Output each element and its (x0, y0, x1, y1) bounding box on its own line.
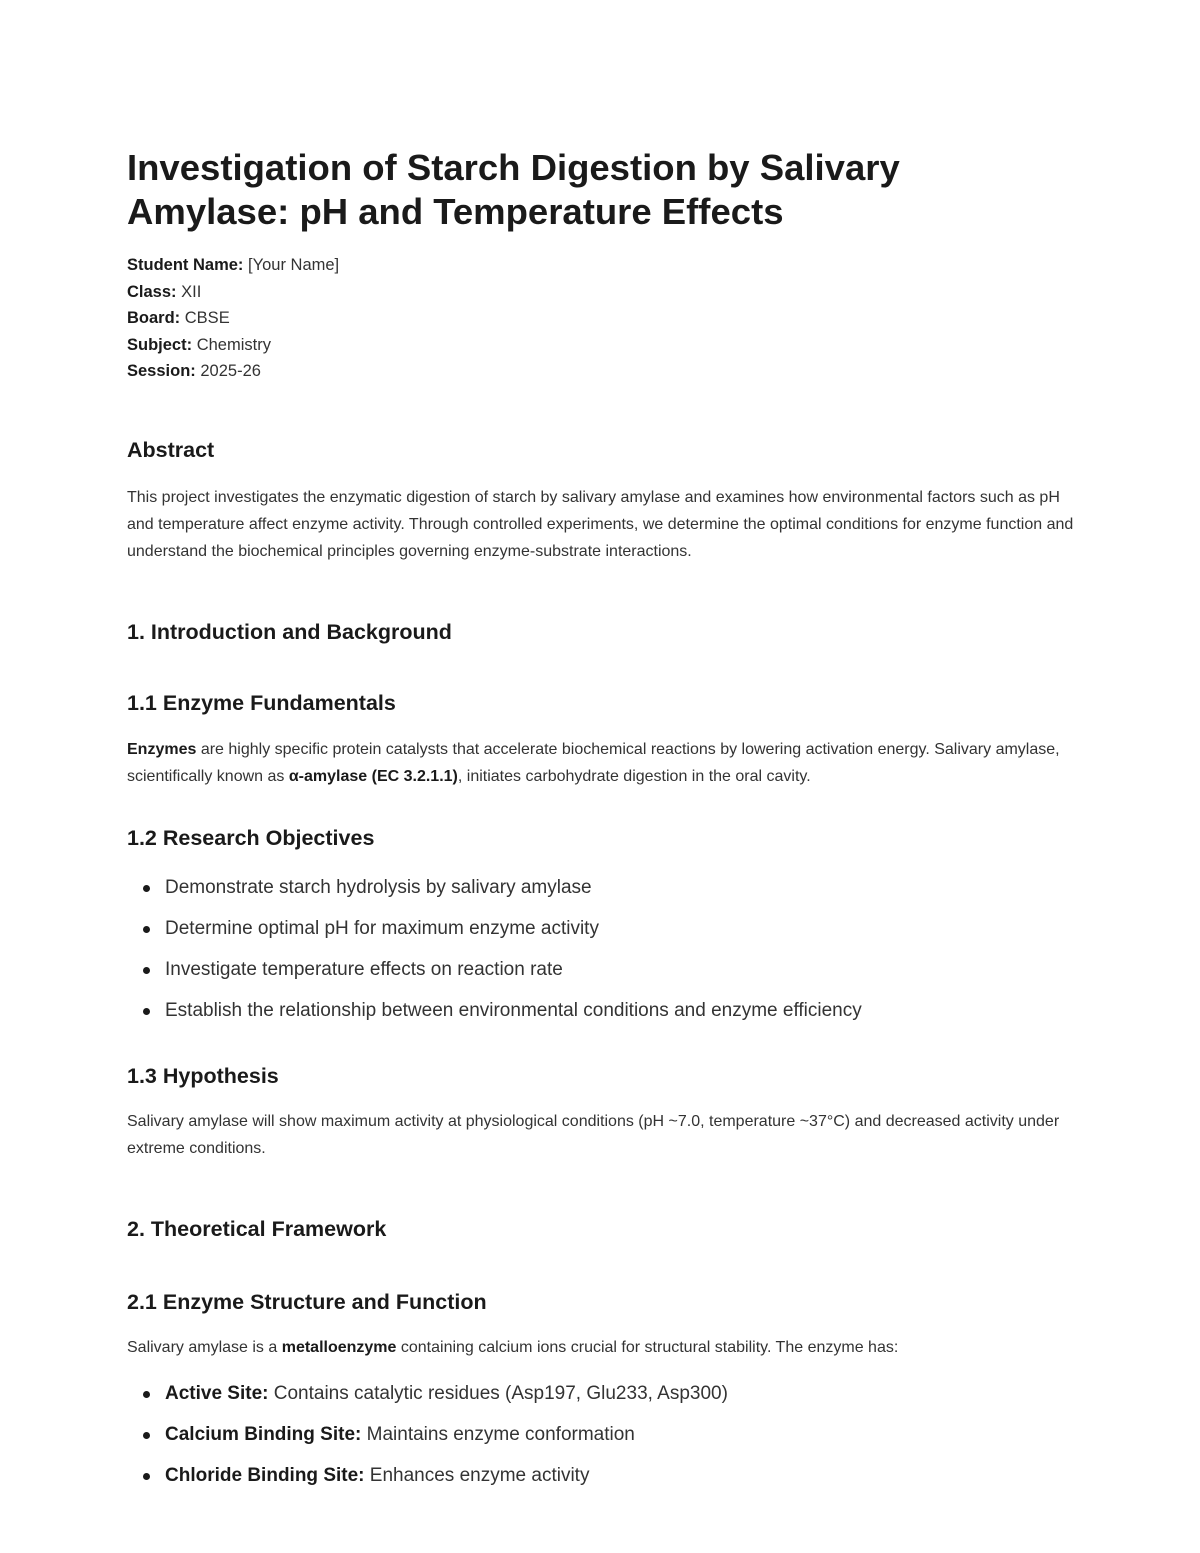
enzyme-sites-list (127, 1381, 1077, 1504)
hypothesis-text: Salivary amylase will show maximum activity at physiological conditions (pH ~7.0, temperature ~37°C) and decreased activity under extreme conditions. (127, 1113, 1060, 1157)
section-1-3-heading: 1.3 Hypothesis (127, 1064, 279, 1088)
student-info (127, 252, 339, 385)
section-2-1-list (127, 1381, 1077, 1504)
list-item: Demonstrate starch hydrolysis by salivary amylase (127, 875, 1077, 916)
section-1-1-header (127, 691, 1077, 716)
section-1-header (127, 620, 1077, 645)
section-1-1-body (127, 736, 1077, 790)
enzyme-fundamentals-text: Enzymes are highly specific protein catalysts that accelerate biochemical reactions by lowering activation energy. Salivary amylase, scientifically known as α-amylase (EC 3.2.1.1), initiates carbohydrate digestion in the oral cavity. (127, 741, 1060, 785)
section-2-1-body (127, 1334, 1077, 1361)
meta-student-name: Student Name: [Your Name] (127, 256, 340, 274)
section-1-heading: 1. Introduction and Background (127, 620, 452, 644)
document-title: Investigation of Starch Digestion by Salivary Amylase: pH and Temperature Effects (127, 147, 900, 232)
section-1-2-heading: 1.2 Research Objectives (127, 826, 375, 850)
list-item: Calcium Binding Site: Maintains enzyme conformation (127, 1422, 1077, 1463)
list-item: Chloride Binding Site: Enhances enzyme activity (127, 1463, 1077, 1504)
list-item: Determine optimal pH for maximum enzyme activity (127, 916, 1077, 957)
section-1-3-body (127, 1108, 1077, 1162)
meta-class: Class: XII (127, 282, 202, 301)
section-1-2-header (127, 826, 1077, 851)
section-2-1-heading: 2.1 Enzyme Structure and Function (127, 1290, 487, 1314)
list-item: Investigate temperature effects on reaction rate (127, 957, 1077, 998)
meta-board: Board: CBSE (127, 309, 230, 327)
enzyme-structure-text: Salivary amylase is a metalloenzyme containing calcium ions crucial for structural stability. The enzyme has: (127, 1339, 899, 1356)
section-2-header (127, 1217, 1077, 1242)
meta-session: Session: 2025-26 (127, 362, 261, 380)
abstract-body (127, 484, 1077, 565)
section-1-1-heading: 1.1 Enzyme Fundamentals (127, 691, 396, 715)
abstract-section (127, 438, 1077, 463)
section-1-2-body (127, 875, 1077, 1039)
meta-subject: Subject: Chemistry (127, 335, 271, 354)
abstract-text: This project investigates the enzymatic digestion of starch by salivary amylase and examines how environmental factors such as pH and temperature affect enzyme activity. Through controlled experiments, we determine the optimal conditions for enzyme function and understand the biochemical principles governing enzyme-substrate interactions. (127, 489, 1074, 560)
section-2-1-header (127, 1290, 1077, 1315)
section-2-heading: 2. Theoretical Framework (127, 1217, 387, 1241)
abstract-heading: Abstract (127, 438, 215, 462)
section-1-3-header (127, 1064, 1077, 1089)
objectives-list (127, 875, 1077, 1039)
list-item: Establish the relationship between environmental conditions and enzyme efficiency (127, 998, 1077, 1039)
list-item: Active Site: Contains catalytic residues (Asp197, Glu233, Asp300) (127, 1381, 1077, 1422)
